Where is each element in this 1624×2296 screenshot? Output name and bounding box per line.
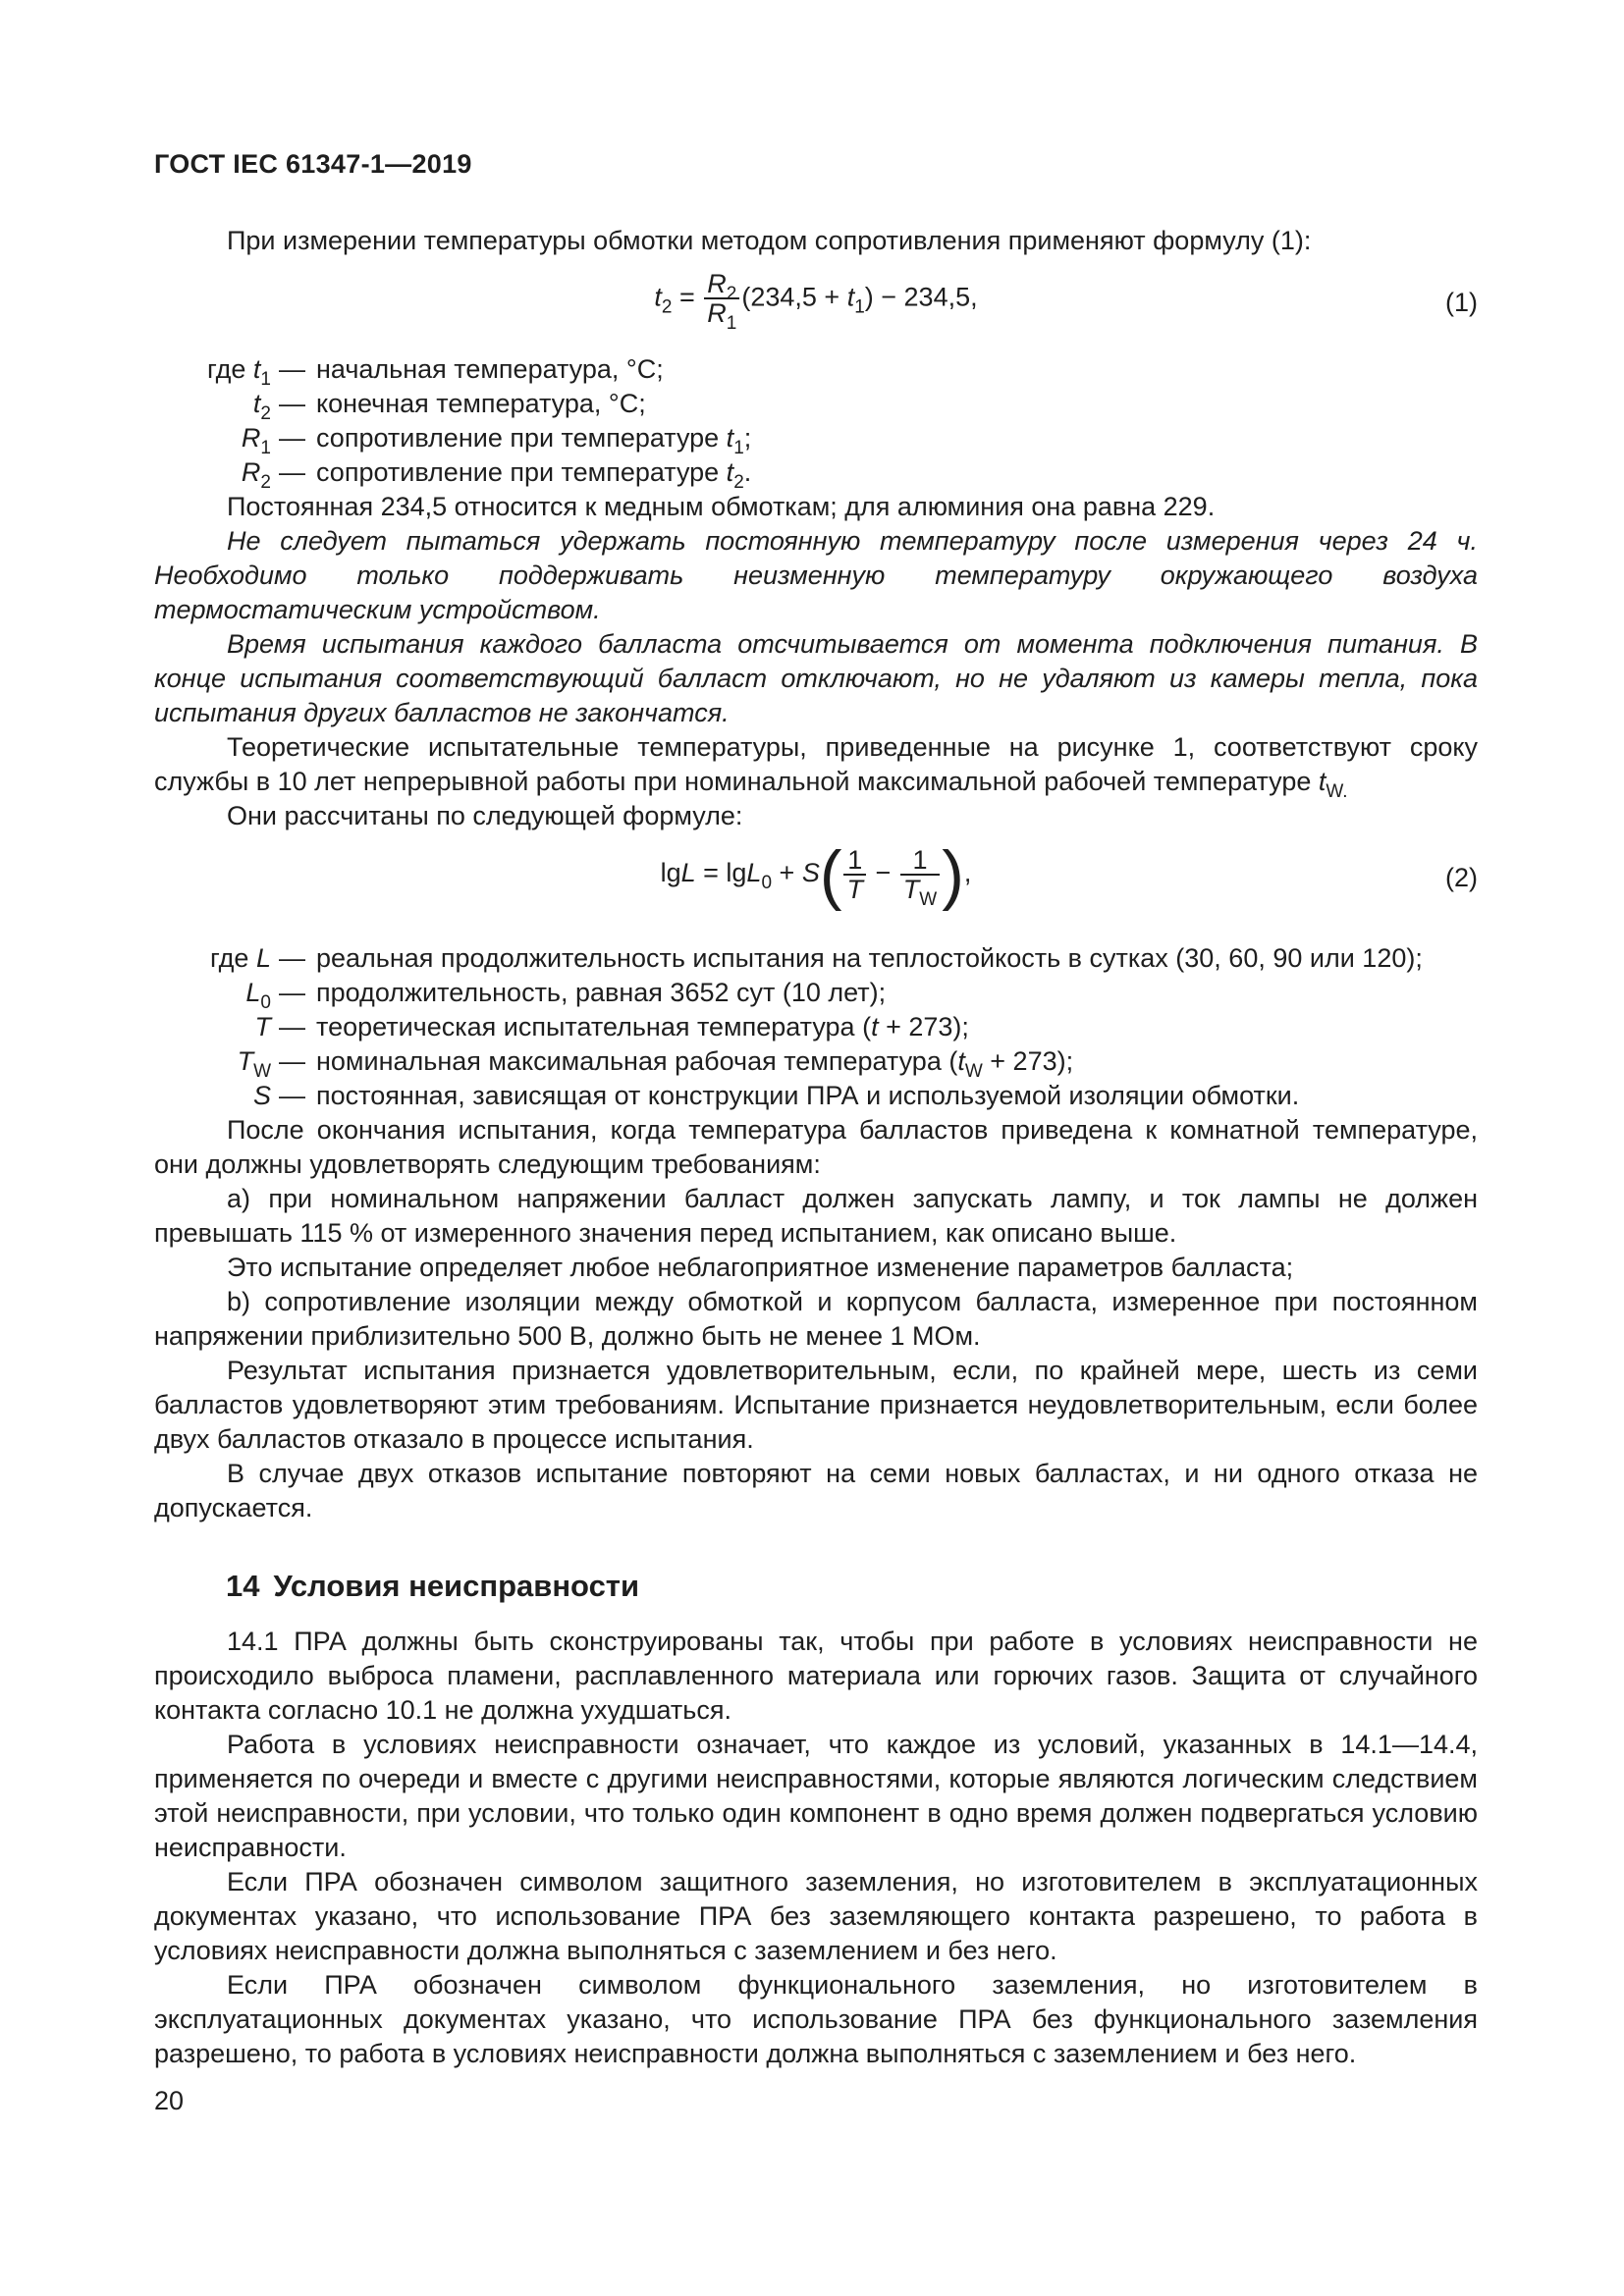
document-header: ГОСТ IEC 61347-1—2019	[154, 149, 472, 179]
after-paragraph: Результат испытания признается удовлетворительным, если, по крайней мере, шесть из семи балластов удовлетворяют этим требованиям. Испытание признается неудовлетворительным, если более двух балластов отказало в процессе испытания.	[154, 1356, 1478, 1454]
page-body	[154, 224, 1478, 2071]
section-14-paragraph: Работа в условиях неисправности означает, что каждое из условий, указанных в 14.1—14.4, применяется по очереди и вместе с другими неисправностями, которые являются логическим следствием этой неисправности, при условии, что только один компонент в одно время должен подвергаться условию неисправности.	[154, 1730, 1478, 1862]
definition-row: $R_2$ — сопротивление при температуре $t_2$.	[241, 457, 752, 493]
formula-1	[154, 258, 1478, 356]
formula-2-definitions	[154, 941, 1478, 1113]
definition-row: $t_2$ — конечная температура, °С;	[252, 389, 646, 424]
after-paragraph: Это испытание определяет любое неблагоприятное изменение параметров балласта;	[227, 1253, 1294, 1282]
page-number: 20	[154, 2086, 185, 2115]
italic-paragraph-2: Время испытания каждого балласта отсчитывается от момента подключения питания. В конце испытания соответствующий балласт отключают, но не удаляют из камеры тепла, пока испытания других балластов не закончатся.	[154, 629, 1478, 727]
section-14-paragraph: Если ПРА обозначен символом защитного заземления, но изготовителем в эксплуатационных документах указано, что использование ПРА без заземляющего контакта разрешено, то работа в условиях неисправности должна выполняться с заземлением и без него.	[154, 1867, 1478, 1965]
definition-row: где $t_1$ — начальная температура, °С;	[206, 354, 664, 390]
after-paragraph: После окончания испытания, когда температура балластов приведена к комнатной температуре, они должны удовлетворять следующим требованиям:	[154, 1115, 1478, 1179]
calc-paragraph: Они рассчитаны по следующей формуле:	[227, 801, 743, 830]
theory-paragraph: Теоретические испытательные температуры, приведенные на рисунке 1, соответствуют сроку службы в 10 лет непрерывной работы при номинальной максимальной рабочей температуре $t_{W.}$	[154, 732, 1478, 802]
section-14-paragraph: Если ПРА обозначен символом функционального заземления, но изготовителем в эксплуатационных документах указано, что использование ПРА без функционального заземления разрешено, то работа в условиях неисправности должна выполняться с заземлением и без него.	[154, 1970, 1478, 2068]
requirement-b: b) сопротивление изоляции между обмоткой и корпусом балласта, измеренное при постоянном напряжении приблизительно 500 В, должно быть не менее 1 МОм.	[154, 1287, 1478, 1351]
definition-row: $L_0$ — продолжительность, равная 3652 сут (10 лет);	[245, 978, 887, 1013]
formula-2	[154, 833, 1478, 935]
formula-2-number: (2)	[1445, 863, 1478, 892]
definition-row: T — теоретическая испытательная температура (t + 273);	[254, 1012, 969, 1041]
intro-paragraph: При измерении температуры обмотки методом сопротивления применяют формулу (1):	[227, 226, 1312, 255]
section-14-heading: 14 Условия неисправности	[226, 1569, 640, 1603]
definition-row: S — постоянная, зависящая от конструкции ПРА и используемой изоляции обмотки.	[252, 1081, 1300, 1110]
constant-paragraph: Постоянная 234,5 относится к медным обмоткам; для алюминия она равна 229.	[227, 492, 1216, 521]
section-14-paragraph: 14.1 ПРА должны быть сконструированы так, чтобы при работе в условиях неисправности не происходило выброса пламени, расплавленного материала или горючих газов. Защита от случайного контакта согласно 10.1 не должна ухудшаться.	[154, 1627, 1478, 1725]
definition-row: $R_1$ — сопротивление при температуре $t_1$;	[241, 423, 752, 458]
formula-1-definitions	[154, 352, 1478, 493]
formula-2-expression: lgL = lgL$_0$ + S( $\frac{1}{T}$ − $\frac{1}{T_W}$ ),	[660, 837, 972, 912]
italic-paragraph-1: Не следует пытаться удержать постоянную температуру после измерения через 24 ч. Необходимо только поддерживать неизменную температуру окружающего воздуха термостатическим устройством.	[154, 526, 1478, 624]
definition-row: где L — реальная продолжительность испытания на теплостойкость в сутках (30, 60, 90 или 120);	[210, 943, 1423, 973]
formula-1-expression: $t_2$ = $\frac{R_2}{R_1}$ $(234,5 + t_1) - 234,5$,	[654, 269, 978, 335]
after-paragraph: В случае двух отказов испытание повторяют на семи новых балластах, и ни одного отказа не допускается.	[154, 1459, 1478, 1522]
formula-1-number: (1)	[1445, 288, 1478, 317]
definition-row: $T_W$ — номинальная максимальная рабочая температура $(t_W + 273)$;	[237, 1046, 1074, 1082]
formula-1-fraction: $\frac{R_2}{R_1}$	[704, 270, 739, 328]
requirement-a: a) при номинальном напряжении балласт должен запускать лампу, и ток лампы не должен превышать 115 % от измеренного значения перед испытанием, как описано выше.	[154, 1184, 1478, 1248]
